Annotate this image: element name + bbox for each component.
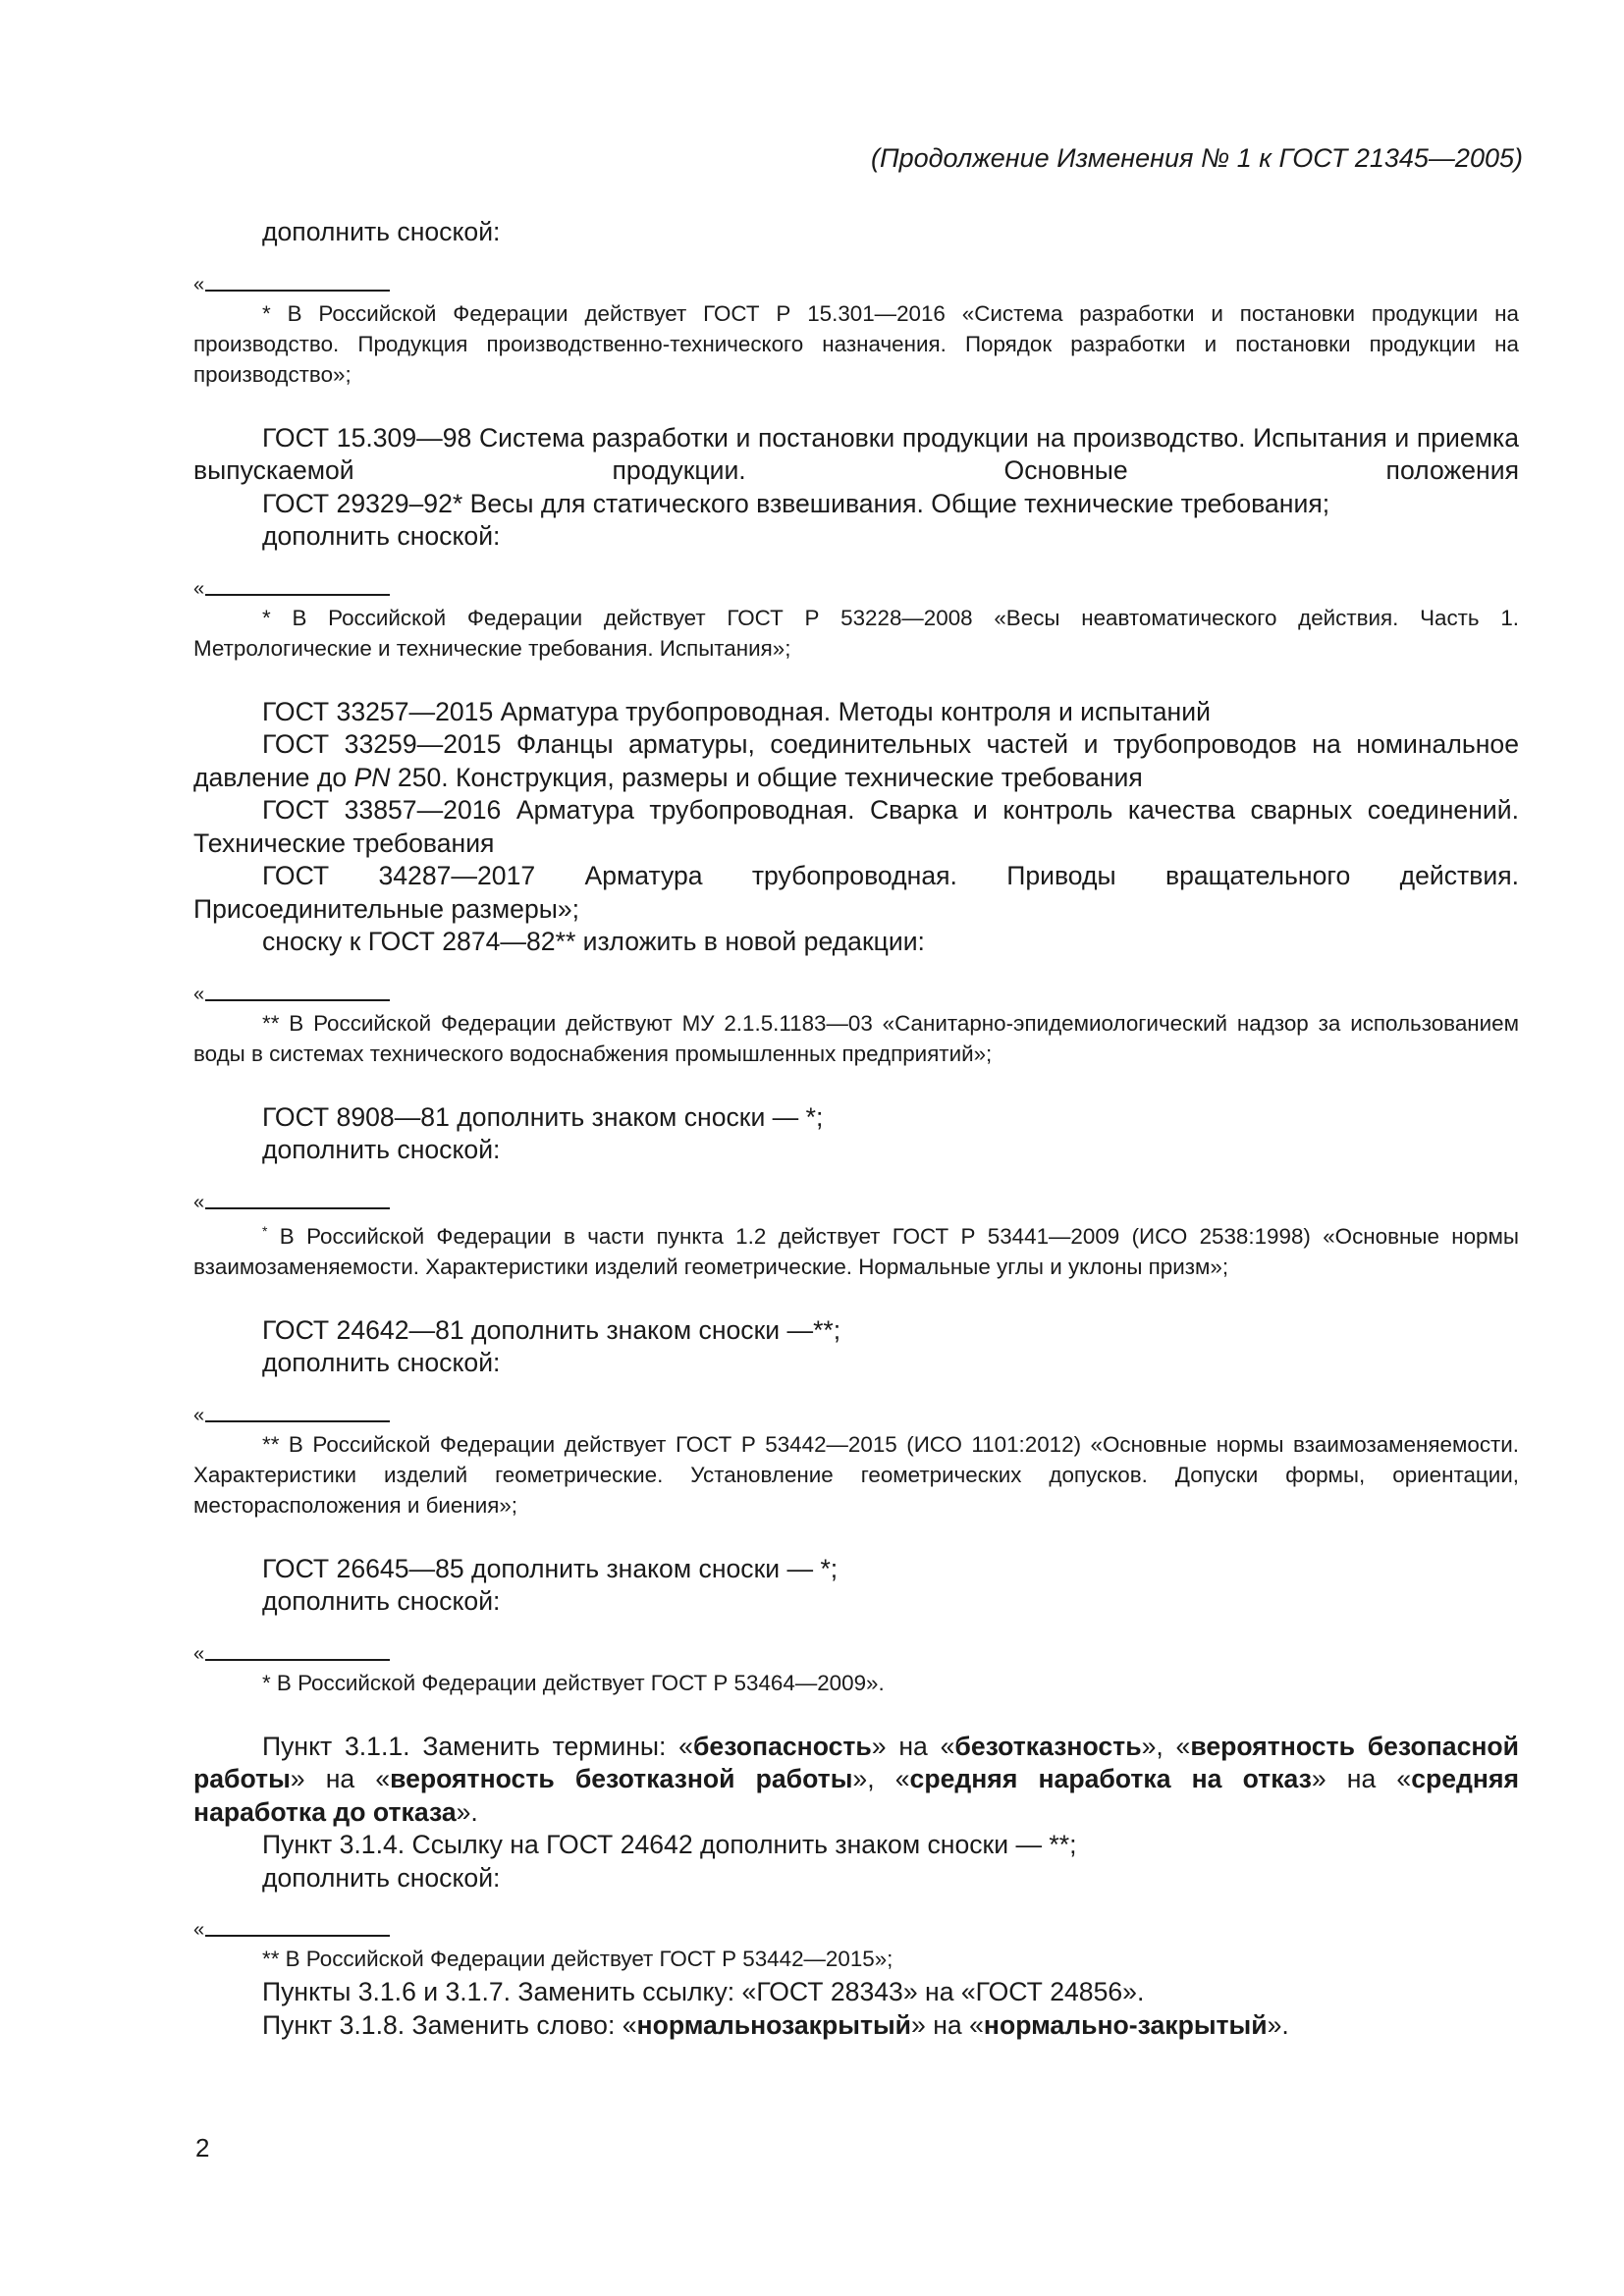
footnote [193,1191,1519,1282]
footnote-text: ** В Российской Федерации действует ГОСТ Р 53442—2015»; [262,1947,893,1971]
paragraph: ГОСТ 33257—2015 Арматура трубопроводная. Методы контроля и испытаний [262,696,1211,726]
continuation-header: (Продолжение Изменения № 1 к ГОСТ 21345—2005) [871,143,1523,173]
footnote-separator: « [193,1642,1519,1664]
paragraph: дополнить сноской: [262,1586,501,1616]
footnote [193,1642,1519,1698]
footnote-separator: « [193,1191,1519,1212]
paragraph: сноску к ГОСТ 2874—82** изложить в новой редакции: [262,927,925,956]
footnote-separator: « [193,577,1519,599]
paragraph: ГОСТ 33857—2016 Арматура трубопроводная. Сварка и контроль качества сварных соединений. Технические требования [193,795,1519,858]
paragraph: ГОСТ 24642—81 дополнить знаком сноски —**; [262,1314,841,1345]
footnote [193,983,1519,1069]
paragraph: ГОСТ 15.309—98 Система разработки и постановки продукции на производство. Испытания и приемка выпускаемой продукции. Основные положения [193,422,1519,485]
footnote-separator: « [193,273,1519,294]
footnote [193,273,1519,390]
paragraph: дополнить сноской: [262,1348,501,1377]
paragraph: ГОСТ 8908—81 дополнить знаком сноски — *; [262,1101,824,1132]
footnote-text: * В Российской Федерации действует ГОСТ Р 53228—2008 «Весы неавтоматического действия. Часть 1. Метрологические и технические требования. Испытания»; [193,605,1519,661]
paragraph: дополнить сноской: [262,521,501,551]
footnote-text: * В Российской Федерации действует ГОСТ Р 53464—2009». [262,1670,885,1695]
paragraph: ГОСТ 29329–92* Весы для статического взвешивания. Общие технические требования; [262,488,1330,518]
paragraph: ГОСТ 33259—2015 Фланцы арматуры, соединительных частей и трубопроводов на номинальное давление до PN 250. Конструкция, размеры и общие технические требования [193,729,1519,792]
paragraph: дополнить сноской: [262,1862,501,1893]
footnote-separator: « [193,1404,1519,1425]
paragraph: дополнить сноской: [262,217,501,246]
footnote-text: * В Российской Федерации действует ГОСТ Р 15.301—2016 «Система разработки и постановки продукции на производство. Продукция производственно-технического назначения. Порядок разработки и постановки продукции на производство»; [193,300,1519,387]
footnote-text: ** В Российской Федерации действуют МУ 2.1.5.1183—03 «Санитарно-эпидемиологический надзор за использованием воды в системах технического водоснабжения промышленных предприятий»; [193,1010,1519,1066]
footnote-separator: « [193,983,1519,1004]
footnote-text: ** В Российской Федерации действует ГОСТ Р 53442—2015 (ИСО 1101:2012) «Основные нормы взаимозаменяемости. Характеристики изделий геометрические. Установление геометрических допусков. Допуски формы, ориентации, месторасположения и биения»; [193,1431,1519,1518]
paragraph: ГОСТ 26645—85 дополнить знаком сноски — *; [262,1553,839,1583]
paragraph: дополнить сноской: [262,1135,501,1164]
footnote [193,577,1519,664]
footnote [193,1404,1519,1521]
paragraph: ГОСТ 34287—2017 Арматура трубопроводная. Приводы вращательного действия. Присоединительные размеры»; [193,861,1519,924]
footnote-separator: « [193,1918,1519,1940]
paragraph: Пункт 3.1.4. Ссылку на ГОСТ 24642 дополнить знаком сноски — **; [262,1830,1077,1859]
paragraph-item-3-1-8: Пункт 3.1.8. Заменить слово: «нормальнозакрытый» на «нормально-закрытый». [262,2009,1289,2040]
footnote-text: * В Российской Федерации в части пункта 1.2 действует ГОСТ Р 53441—2009 (ИСО 2538:1998) «Основные нормы взаимозаменяемости. Характеристики изделий геометрические. Нормальные углы и уклоны призм»; [193,1222,1519,1279]
paragraph: Пункты 3.1.6 и 3.1.7. Заменить ссылку: «ГОСТ 28343» на «ГОСТ 24856». [262,1977,1145,2006]
footnote [193,1918,1519,1974]
document-body [193,208,1519,2042]
paragraph-item-3-1-1: Пункт 3.1.1. Заменить термины: «безопасность» на «безотказность», «вероятность безопасной работы» на «вероятность безотказной работы», «средняя наработка на отказ» на «средняя наработка до отказа». [193,1731,1520,1827]
page-number: 2 [195,2133,210,2163]
